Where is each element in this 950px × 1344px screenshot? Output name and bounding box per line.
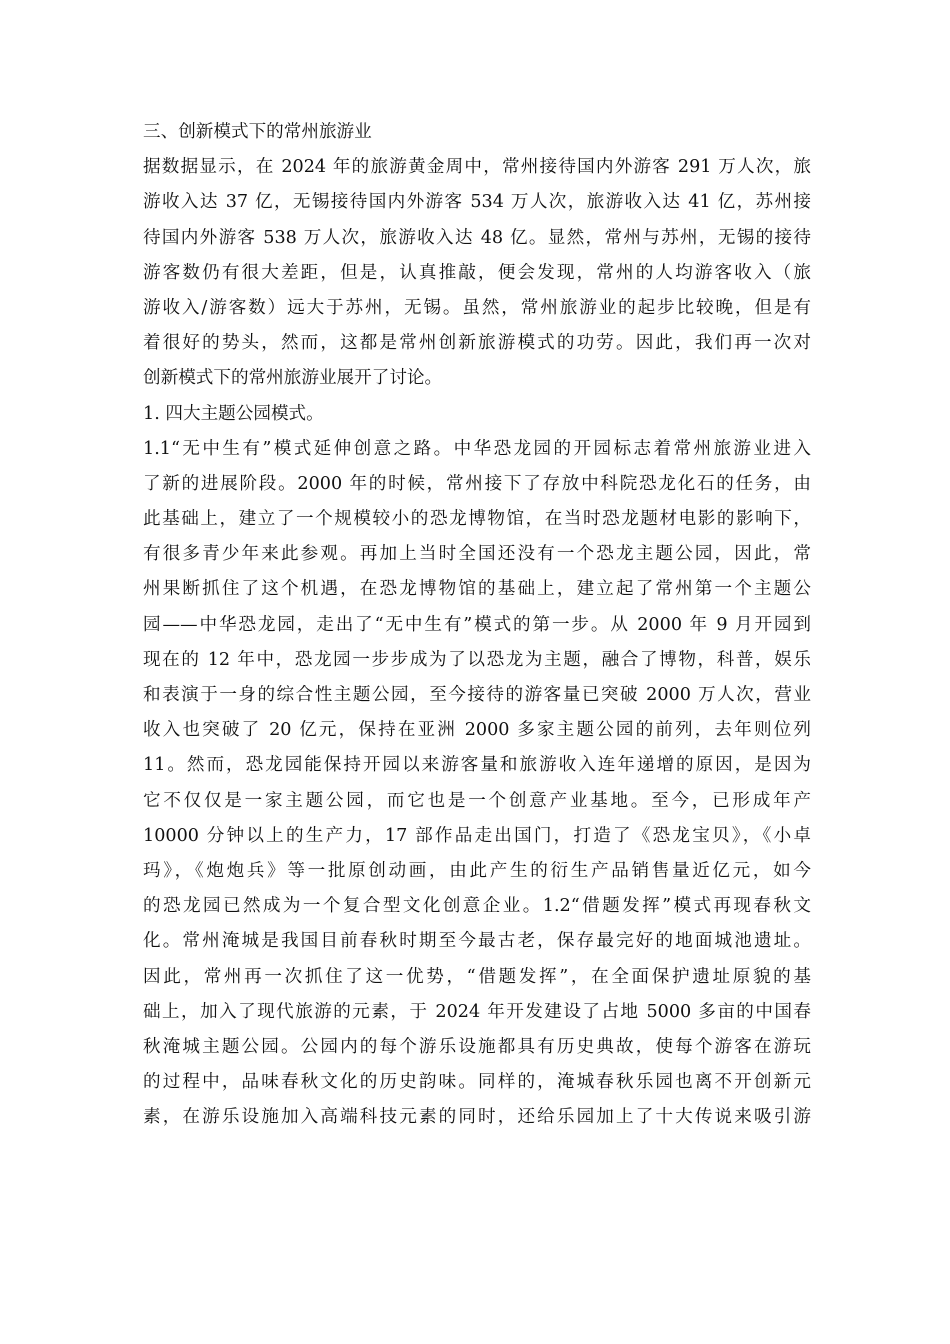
text-line: 有很多青少年来此参观。再加上当时全国还没有一个恐龙主题公园，因此，常 <box>143 544 811 565</box>
text-line: 待国内外游客 538 万人次，旅游收入达 48 亿。显然，常州与苏州，无锡的接待 <box>143 227 811 248</box>
text-line: 础上，加入了现代旅游的元素，于 2024 年开发建设了占地 5000 多亩的中国春 <box>143 1001 811 1022</box>
text-line: 和表演于一身的综合性主题公园，至今接待的游客量已突破 2000 万人次，营业 <box>143 685 811 705</box>
text-line: 因此，常州再一次抓住了这一优势，“借题发挥”，在全面保护遗址原貌的基 <box>143 966 811 987</box>
text-line: 游收入达 37 亿，无锡接待国内外游客 534 万人次，旅游收入达 41 亿，苏州接 <box>143 192 811 213</box>
text-line: 据数据显示，在 2024 年的旅游黄金周中，常州接待国内外游客 291 万人次，旅 <box>143 157 811 178</box>
text-line: 秋淹城主题公园。公园内的每个游乐设施都具有历史典故，使每个游客在游玩 <box>143 1036 811 1057</box>
text-line: 了新的进展阶段。2000 年的时候，常州接下了存放中科院恐龙化石的任务，由 <box>143 473 811 494</box>
text-line: 收入也突破了 20 亿元，保持在亚洲 2000 多家主题公园的前列，去年则位列 <box>143 720 811 741</box>
section-heading: 三、创新模式下的常州旅游业 <box>143 122 372 142</box>
text-line: 化。常州淹城是我国目前春秋时期至今最古老，保存最完好的地面城池遗址。 <box>143 931 811 952</box>
text-line: 1.1“无中生有”模式延伸创意之路。中华恐龙园的开园标志着常州旅游业进入 <box>143 438 811 459</box>
text-line: 游客数仍有很大差距，但是，认真推敲，便会发现，常州的人均游客收入（旅 <box>143 262 811 283</box>
text-line: 园——中华恐龙园，走出了“无中生有”模式的第一步。从 2000 年 9 月开园到 <box>143 614 811 635</box>
text-line: 着很好的势头，然而，这都是常州创新旅游模式的功劳。因此，我们再一次对 <box>143 333 811 354</box>
text-line: 它不仅仅是一家主题公园，而它也是一个创意产业基地。至今，已形成年产 <box>143 790 811 811</box>
text-line: 此基础上，建立了一个规模较小的恐龙博物馆，在当时恐龙题材电影的影响下， <box>143 509 811 530</box>
text-line: 游收入/游客数）远大于苏州，无锡。虽然，常州旅游业的起步比较晚，但是有 <box>143 297 811 318</box>
text-line: 素，在游乐设施加入高端科技元素的同时，还给乐园加上了十大传说来吸引游 <box>143 1107 811 1128</box>
text-line: 创新模式下的常州旅游业展开了讨论。 <box>143 368 443 389</box>
text-line: 州果断抓住了这个机遇，在恐龙博物馆的基础上，建立起了常州第一个主题公 <box>143 579 811 600</box>
subsection-heading: 1. 四大主题公园模式。 <box>143 403 324 424</box>
text-line: 的过程中，品味春秋文化的历史韵味。同样的，淹城春秋乐园也离不开创新元 <box>143 1072 811 1093</box>
text-line: 现在的 12 年中，恐龙园一步步成为了以恐龙为主题，融合了博物，科普，娱乐 <box>143 649 811 670</box>
text-line: 10000 分钟以上的生产力，17 部作品走出国门，打造了《恐龙宝贝》，《小卓 <box>143 825 811 846</box>
text-line: 玛》，《炮炮兵》等一批原创动画，由此产生的衍生产品销售量近亿元，如今 <box>143 860 811 881</box>
text-line: 的恐龙园已然成为一个复合型文化创意企业。1.2“借题发挥”模式再现春秋文 <box>143 896 811 917</box>
document-body <box>143 115 811 1135</box>
text-line: 11。然而，恐龙园能保持开园以来游客量和旅游收入连年递增的原因，是因为 <box>143 755 811 776</box>
